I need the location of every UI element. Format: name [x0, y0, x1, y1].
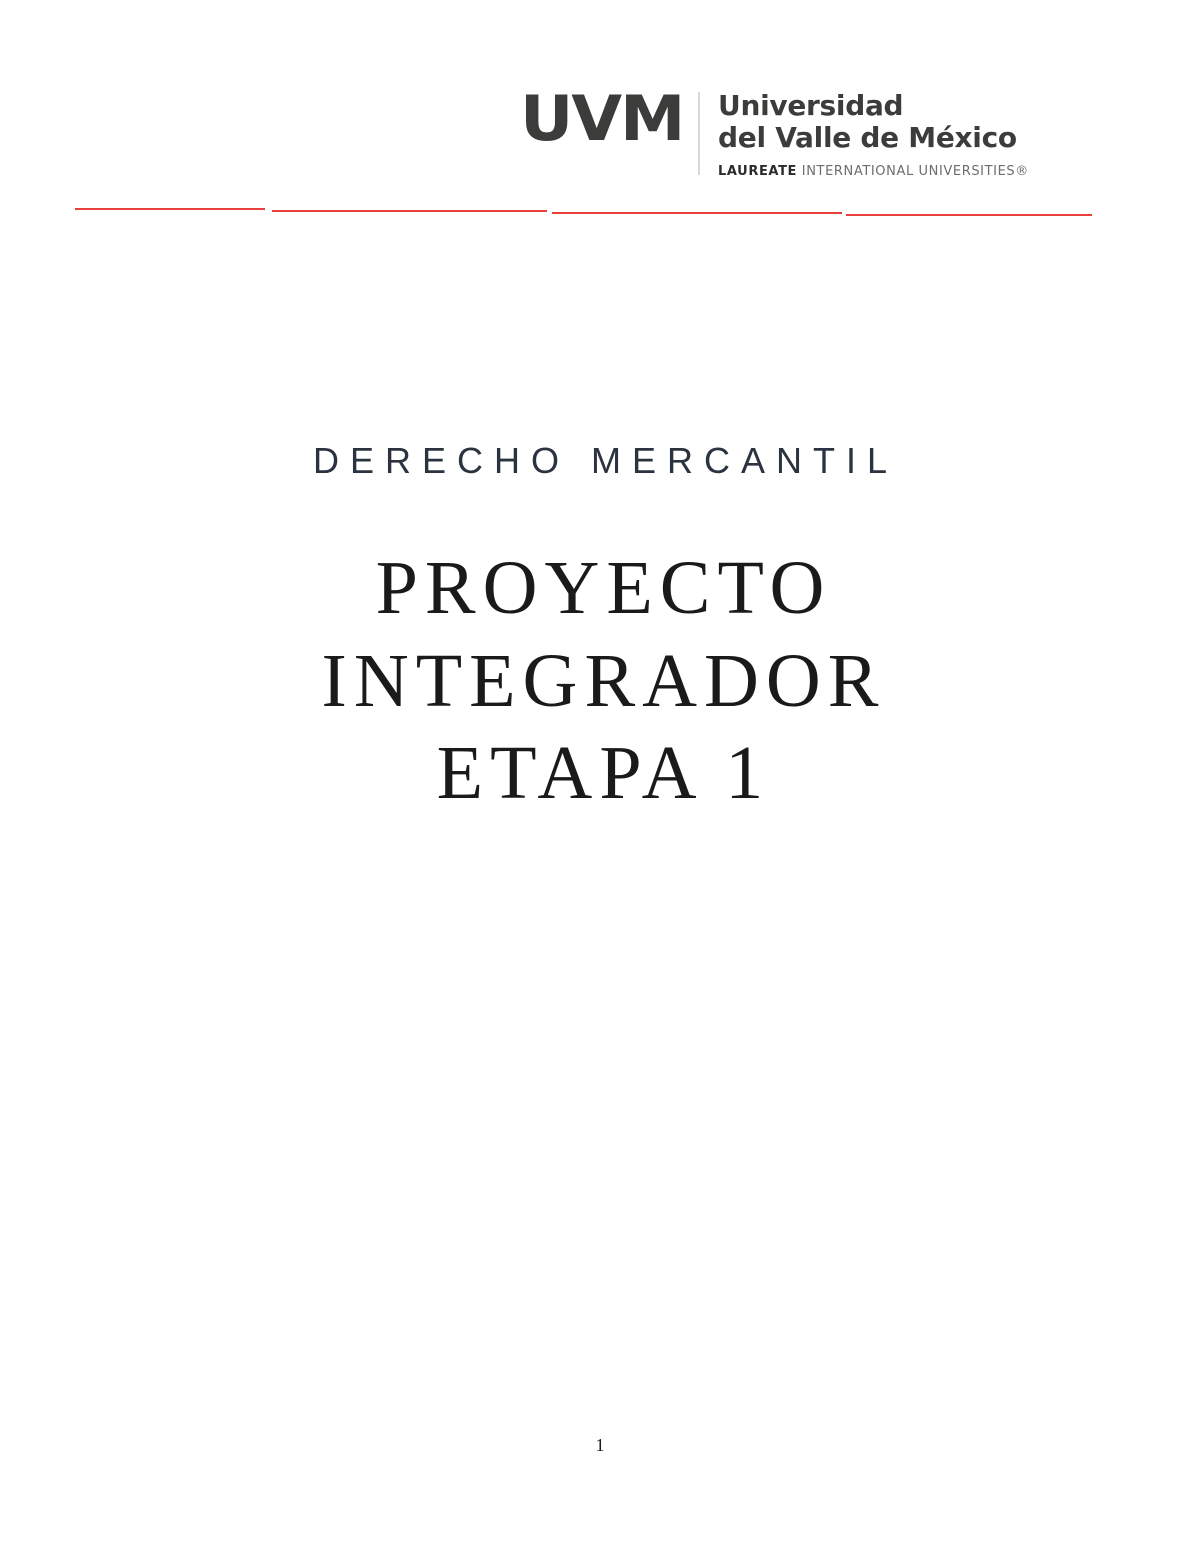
page-title: [0, 542, 1200, 820]
university-name-line2: del Valle de México: [718, 121, 1017, 155]
uvm-logo: [520, 82, 1029, 179]
header-rule-segment-1: [75, 208, 265, 210]
uvm-wordmark-icon: UVM: [520, 82, 684, 155]
page-title-line-3: ETAPA 1: [436, 731, 771, 816]
document-header: [0, 80, 1200, 220]
laureate-tagline-bold: LAUREATE: [718, 163, 798, 179]
university-name-line1: Universidad: [718, 89, 904, 122]
subject-title: DERECHO MERCANTIL: [312, 440, 899, 481]
laureate-tagline-light: INTERNATIONAL UNIVERSITIES®: [797, 163, 1029, 179]
laureate-tagline: [718, 164, 1029, 179]
page-title-line-2: INTEGRADOR: [321, 638, 886, 723]
cover-title-block: [0, 440, 1200, 820]
page-number: 1: [595, 1435, 605, 1455]
page-title-line-1: PROYECTO: [375, 546, 832, 630]
header-rule-segment-3: [552, 212, 842, 214]
header-rule-segment-4: [846, 214, 1092, 216]
header-rule-segment-2: [272, 210, 547, 212]
logo-text-block: [718, 88, 1029, 179]
